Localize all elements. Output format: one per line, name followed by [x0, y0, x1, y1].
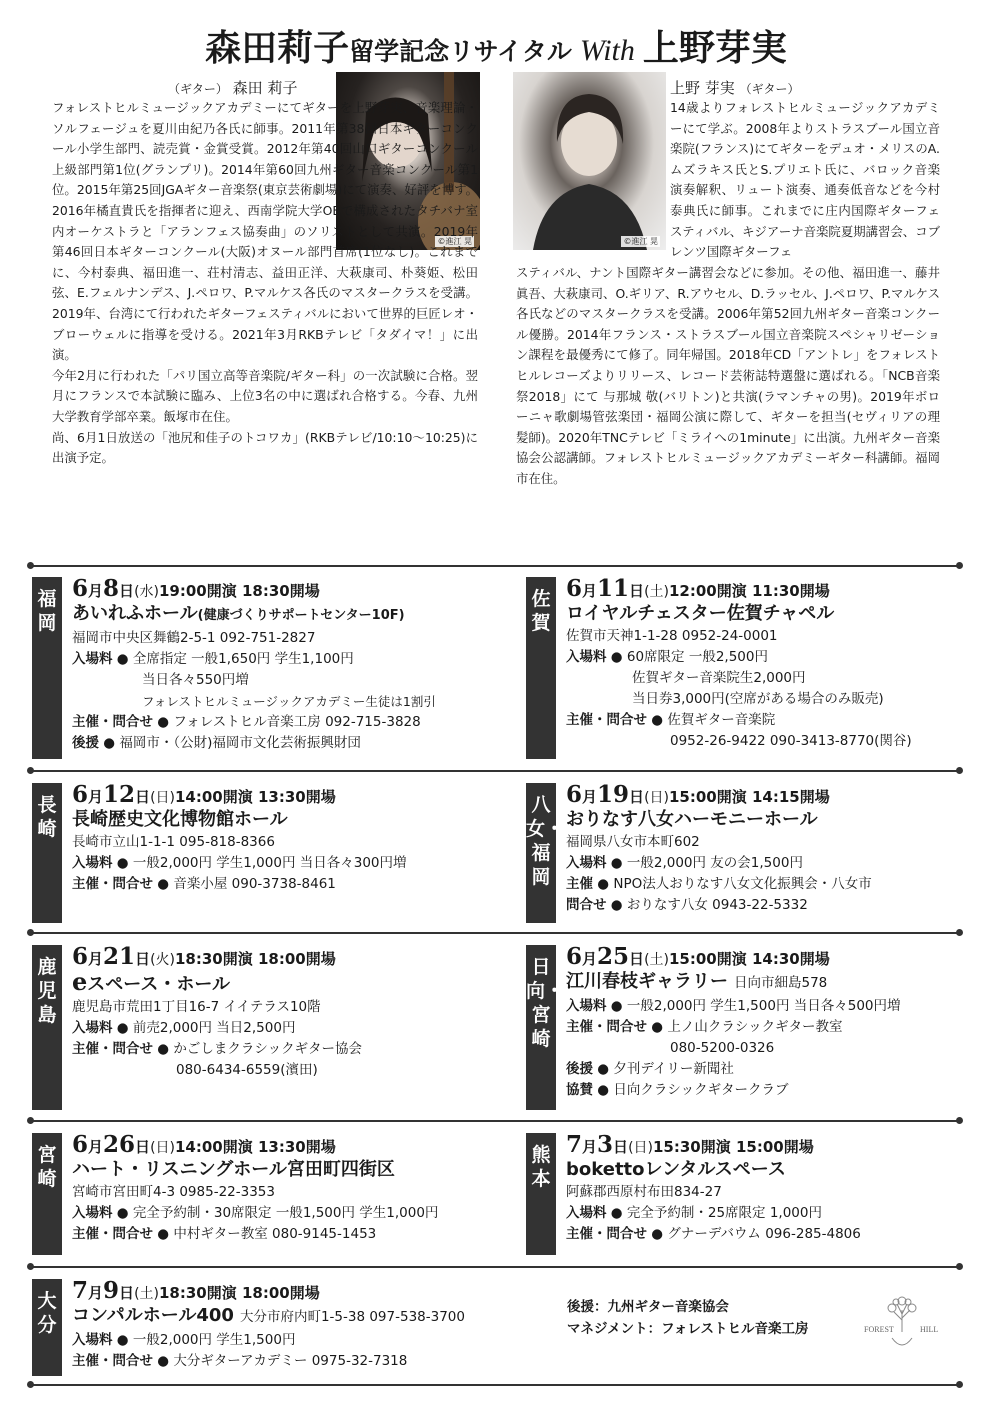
title-with: With [579, 34, 635, 67]
photo-credit-right: ©進江 晃 [623, 237, 658, 246]
city-tab: 八女・福岡 [526, 783, 556, 923]
organizer: 主催・問合せ ● フォレストヒル音楽工房 092-715-3828 [72, 714, 421, 730]
performer-right-name: 上野 芽実 [670, 79, 735, 97]
admission: 入場料 ● 完全予約制・25席限定 1,000円 [566, 1205, 822, 1221]
city-tab: 熊本 [526, 1133, 556, 1255]
organizer-phone: 0952-26-9422 090-3413-8770(関谷) [670, 733, 912, 749]
divider [30, 565, 960, 567]
portrait-illustration [513, 72, 666, 250]
flyer-title [0, 20, 992, 71]
venue-address: 鹿児島市荒田1丁目16-7 イイテラス10階 [72, 999, 321, 1015]
venue-address: 福岡県八女市本町602 [566, 834, 700, 850]
divider [30, 1266, 960, 1268]
performer-left-role: （ギター） [168, 82, 228, 96]
admission: 入場料 ● 一般2,000円 学生1,000円 当日各々300円増 [72, 855, 407, 871]
title-recital: 留学記念リサイタル [349, 37, 572, 66]
organizer: 主催・問合せ ● 大分ギターアカデミー 0975-32-7318 [72, 1353, 408, 1369]
event-date: 7月9日(土)18:30開演 18:00開場 [72, 1277, 320, 1304]
organizer: 主催・問合せ ● グナーデバウム 096-285-4806 [566, 1226, 861, 1242]
venue-name: ロイヤルチェスター佐賀チャペル [566, 603, 835, 624]
divider [30, 770, 960, 772]
admission: 入場料 ● 一般2,000円 友の会1,500円 [566, 855, 803, 871]
title-name-1: 森田莉子 [205, 27, 350, 69]
event-date: 6月11日(土)12:00開演 11:30開場 [566, 575, 830, 602]
event-date: 6月12日(日)14:00開演 13:30開場 [72, 781, 336, 808]
divider [30, 1120, 960, 1122]
event-date: 6月19日(日)15:00開演 14:15開場 [566, 781, 830, 808]
city-tab: 長崎 [32, 783, 62, 923]
divider [30, 1384, 960, 1386]
logo-text-hill: HILL [920, 1325, 939, 1334]
event-date: 6月25日(土)15:00開演 14:30開場 [566, 943, 830, 970]
event-date: 6月8日(水)19:00開演 18:30開場 [72, 575, 320, 602]
admission: 入場料 ● 一般2,000円 学生1,500円 [72, 1332, 296, 1348]
venue-address: 佐賀市天神1-1-28 0952-24-0001 [566, 628, 778, 644]
venue-name: コンパルホール400 大分市府内町1-5-38 097-538-3700 [72, 1305, 465, 1326]
support-credit: 後援：九州ギター音楽協会 [567, 1299, 729, 1315]
management-credit: マネジメント：フォレストヒル音楽工房 [567, 1321, 809, 1337]
performer-right-header [670, 77, 799, 98]
organizer-phone: 080-5200-0326 [670, 1040, 775, 1056]
sponsor: 後援 ● 福岡市・（公財)福岡市文化芸術振興財団 [72, 735, 361, 751]
venue-name: あいれふホール(健康づくりサポートセンター10F) [72, 603, 405, 624]
organizer: 主催・問合せ ● 上ノ山クラシックギター教室 [566, 1019, 843, 1035]
venue-address: 福岡市中央区舞鶴2-5-1 092-751-2827 [72, 630, 316, 646]
logo-text-forest: FOREST [864, 1325, 894, 1334]
admission: 入場料 ● 全席指定 一般1,650円 学生1,100円 [72, 651, 354, 667]
organizer: 主催・問合せ ● かごしまクラシックギター協会 [72, 1041, 362, 1057]
admission: 入場料 ● 一般2,000円 学生1,500円 当日各々500円増 [566, 998, 901, 1014]
admission-note: 佐賀ギター音楽院生2,000円 [632, 670, 806, 686]
performer-right-role: （ギター） [739, 82, 800, 96]
city-tab: 鹿児島 [32, 945, 62, 1110]
admission-note: 当日券3,000円(空席がある場合のみ販売) [632, 691, 884, 707]
city-tab: 日向・宮崎 [526, 945, 556, 1110]
venue-name: eスペース・ホール [72, 967, 231, 996]
performer-left-bio: フォレストヒルミュージックアカデミーにてギターを上野芽実、音楽理論・ソルフェージュを夏川由紀乃各氏に師事。2011年第38回日本ギターコンクール小学生部門、読売賞・金賞受賞。2012年第40回山口ギターコンクール上級部門第1位(グランプリ)。2014年第60回九州ギター音楽コンクール第1位。2015年第25回JGAギター音楽祭(東京芸術劇場)にて演奏、好評を博す。2016年橘直貴氏を指揮者に迎え、西南学院大学OBで構成されたタチバナ室内オーケストラと「アランフェス協奏曲」のソリストとして共演。2019年第46回日本ギターコンクール(大阪)オヌール部門首席(1位なし)。これまでに、今村泰典、福田進一、荘村清志、益田正洋、大萩康司、朴葵姫、松田弦、E.フェルナンデス、J.ペロワ、P.マルケス各氏のマスタークラスを受講。2019年、台湾にて行われたギターフェスティバルにおいて世界的巨匠レオ・ブローウェルに指導を受ける。2021年3月RKBテレビ「タダイマ！」に出演。 今年2月に行われた「パリ国立高等音楽院/ギター科」の一次試験に合格。翌月にフランスで本試験に臨み、上位3名の中に選ばれ合格する。今春、九州大学教育学部卒業。飯塚市在住。 尚、6月1日放送の「池尻和佳子のトコワカ」(RKBテレビ/10:10〜10:25)に出演予定。 [52, 100, 478, 466]
venue-address: 宮崎市宮田町4-3 0985-22-3353 [72, 1184, 275, 1200]
venue-name: ハート・リスニングホール宮田町四街区 [72, 1159, 395, 1180]
admission: 入場料 ● 前売2,000円 当日2,500円 [72, 1020, 296, 1036]
organizer: 主催 ● NPO法人おりなす八女文化振興会・八女市 [566, 876, 872, 892]
admission-note: フォレストヒルミュージックアカデミー生徒は1割引 [142, 694, 436, 709]
organizer: 主催・問合せ ● 中村ギター教室 080-9145-1453 [72, 1226, 377, 1242]
performer-left-name: 森田 莉子 [232, 79, 298, 97]
performer-left-header [168, 77, 297, 98]
city-tab: 佐賀 [526, 577, 556, 759]
admission: 入場料 ● 完全予約制・30席限定 一般1,500円 学生1,000円 [72, 1205, 439, 1221]
photo-credit-left: ©進江 晃 [437, 237, 472, 246]
organizer-phone: 080-6434-6559(濱田) [176, 1062, 318, 1078]
organizer: 主催・問合せ ● 音楽小屋 090-3738-8461 [72, 876, 336, 892]
venue-name: おりなす八女ハーモニーホール [566, 809, 818, 830]
venue-address: 長崎市立山1-1-1 095-818-8366 [72, 834, 275, 850]
event-date: 6月21日(火)18:30開演 18:00開場 [72, 943, 336, 970]
forest-hill-logo [862, 1292, 942, 1356]
performer-right-bio-bottom: スティバル、ナント国際ギター講習会などに参加。その他、福田進一、藤井眞吾、大萩康司、O.ギリア、R.アウセル、D.ラッセル、J.ペロワ、P.マルケス各氏などのマスタークラスを受講。2006年第52回九州ギター音楽コンクール優勝。2014年フランス・ストラスブール国立音楽院スペシャリゼーション課程を最優秀にて修了。同年帰国。2018年CD「アントレ」をフォレストヒルレコーズよりリリース、レコード芸術誌特選盤に選ばれる。「NCB音楽祭2018」にて 与那城 敬(バリトン)と共演(ラマンチャの男)。2019年ボローニャ歌劇場管弦楽団・福岡公演に際して、ギターを担当(セヴィリアの理髪師)。2020年TNCテレビ「ミライへの1minute」に出演。九州ギター音楽協会公認講師。フォレストヒルミュージックアカデミーギター科講師。福岡市在住。 [516, 265, 940, 486]
inquiry: 問合せ ● おりなす八女 0943-22-5332 [566, 897, 808, 913]
event-date: 6月26日(日)14:00開演 13:30開場 [72, 1131, 336, 1158]
admission: 入場料 ● 60席限定 一般2,500円 [566, 649, 768, 665]
admission-note: 当日各々550円増 [142, 672, 249, 688]
event-date: 7月3日(日)15:30開演 15:00開場 [566, 1131, 814, 1158]
footer-credits [567, 1296, 809, 1340]
organizer: 主催・問合せ ● 佐賀ギター音楽院 [566, 712, 776, 728]
sponsor: 後援 ● 夕刊デイリー新聞社 [566, 1061, 734, 1077]
venue-name: bokettoレンタルスペース [566, 1159, 786, 1180]
city-tab: 大分 [32, 1279, 62, 1376]
title-name-2: 上野芽実 [642, 27, 787, 69]
performer-right-bio-top: 14歳よりフォレストヒルミュージックアカデミーにて学ぶ。2008年よりストラスブール国立音楽院(フランス)にてギターをデュオ・メリスのA.ムズラキス氏とS.プリエト氏に、バロック音楽演奏解釈、リュート演奏、通奏低音などを今村泰典氏に師事。これまでに庄内国際ギターフェスティバル、キジアーナ音楽院夏期講習会、コブレンツ国際ギターフェ [670, 100, 940, 260]
supporter: 協賛 ● 日向クラシックギタークラブ [566, 1082, 789, 1098]
venue-address: 阿蘇郡西原村布田834-27 [566, 1184, 722, 1200]
divider [30, 932, 960, 934]
city-tab: 宮崎 [32, 1133, 62, 1255]
venue-name: 江川春枝ギャラリー 日向市細島578 [566, 971, 828, 992]
performer-right-photo [513, 72, 666, 250]
venue-name: 長崎歴史文化博物館ホール [72, 809, 288, 830]
city-tab: 福岡 [32, 577, 62, 759]
